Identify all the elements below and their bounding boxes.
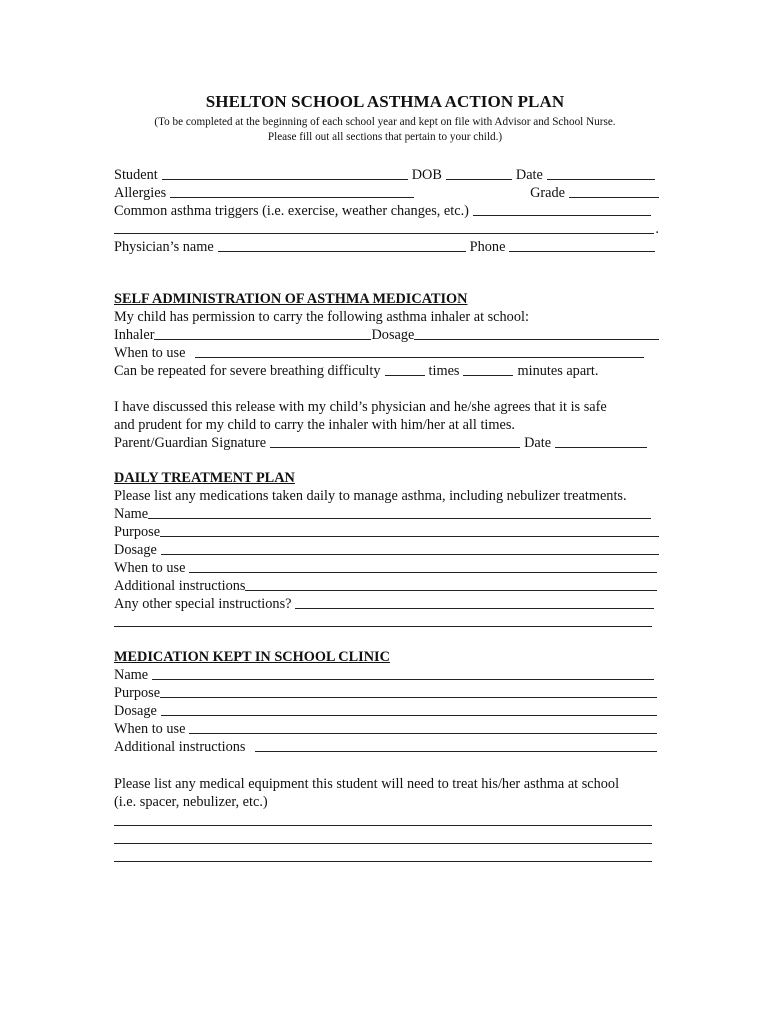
clinic-additional-label: Additional instructions [114,739,246,755]
daily-name-row [114,504,659,522]
inhaler-when-field[interactable] [195,357,644,358]
equipment-field-line-1[interactable] [114,825,652,826]
signature-row [114,433,659,451]
physician-field[interactable] [218,251,466,252]
inhaler-when-label: When to use [114,345,186,361]
inhaler-when-row [114,343,659,361]
daily-dosage-field[interactable] [161,554,659,555]
daily-plan-intro: Please list any medications taken daily to manage asthma, including nebulizer treatments. [114,488,627,504]
date-field[interactable] [547,179,655,180]
inhaler-label: Inhaler [114,327,155,343]
minutes-apart-label: minutes apart. [517,363,599,379]
repeat-minutes-field[interactable] [463,375,513,376]
student-row [114,165,659,183]
daily-name-field[interactable] [148,518,651,519]
daily-purpose-label: Purpose [114,524,161,540]
clinic-name-row [114,665,659,683]
triggers-label: Common asthma triggers (i.e. exercise, weather changes, etc.) [114,203,469,219]
triggers-field[interactable] [473,215,651,216]
clinic-when-row [114,719,659,737]
phone-label: Phone [469,239,506,255]
student-label: Student [114,167,158,183]
phone-field[interactable] [509,251,655,252]
daily-additional-field[interactable] [245,590,657,591]
dob-field[interactable] [446,179,512,180]
dob-label: DOB [411,167,442,183]
clinic-heading: MEDICATION KEPT IN SCHOOL CLINIC [114,649,390,665]
self-admin-heading: SELF ADMINISTRATION OF ASTHMA MEDICATION [114,291,468,307]
daily-when-label: When to use [114,560,186,576]
triggers-row [114,201,659,219]
clinic-dosage-row [114,701,659,719]
subtitle-line-1: (To be completed at the beginning of each school year and kept on file with Advisor and School Nurse. [154,116,616,128]
daily-when-field[interactable] [189,572,657,573]
clinic-purpose-label: Purpose [114,685,161,701]
daily-special-field-continued[interactable] [114,626,652,627]
repeat-label: Can be repeated for severe breathing difficulty [114,363,381,379]
signature-label: Parent/Guardian Signature [114,435,267,451]
clinic-purpose-field[interactable] [160,697,657,698]
equipment-intro-line-2: (i.e. spacer, nebulizer, etc.) [114,794,268,810]
signature-date-field[interactable] [555,447,647,448]
repeat-times-field[interactable] [385,375,425,376]
grade-field[interactable] [569,197,659,198]
physician-release-line-2: and prudent for my child to carry the inhaler with him/her at all times. [114,417,515,433]
physician-row [114,237,659,255]
allergies-field[interactable] [170,197,414,198]
equipment-field-line-2[interactable] [114,843,652,844]
allergies-label: Allergies [114,185,167,201]
student-field[interactable] [162,179,408,180]
triggers-field-continued[interactable] [114,233,654,234]
self-admin-permission: My child has permission to carry the following asthma inhaler at school: [114,309,529,325]
signature-date-label: Date [524,435,552,451]
clinic-dosage-field[interactable] [161,715,657,716]
daily-purpose-row [114,522,659,540]
daily-name-label: Name [114,506,149,522]
daily-special-row [114,594,659,612]
daily-plan-heading: DAILY TREATMENT PLAN [114,470,295,486]
allergies-row [114,183,659,201]
inhaler-row [114,325,659,343]
daily-dosage-label: Dosage [114,542,157,558]
daily-purpose-field[interactable] [160,536,659,537]
clinic-dosage-label: Dosage [114,703,157,719]
inhaler-dosage-field[interactable] [414,339,659,340]
inhaler-field[interactable] [154,339,371,340]
subtitle-line-2: Please fill out all sections that pertain to your child.) [267,131,503,143]
physician-label: Physician’s name [114,239,214,255]
equipment-intro-line-1: Please list any medical equipment this student will need to treat his/her asthma at school [114,776,620,792]
inhaler-dosage-label: Dosage [371,327,415,343]
triggers-continuation-row [114,219,659,237]
daily-special-field[interactable] [295,608,654,609]
date-label: Date [515,167,543,183]
clinic-additional-row [114,737,659,755]
page-title: SHELTON SCHOOL ASTHMA ACTION PLAN [205,92,565,111]
clinic-additional-field[interactable] [255,751,657,752]
daily-when-row [114,558,659,576]
physician-release-line-1: I have discussed this release with my child’s physician and he/she agrees that it is safe [114,399,607,415]
daily-dosage-row [114,540,659,558]
grade-label: Grade [530,185,565,201]
clinic-purpose-row [114,683,659,701]
clinic-when-field[interactable] [189,733,657,734]
clinic-name-label: Name [114,667,149,683]
equipment-field-line-3[interactable] [114,861,652,862]
daily-additional-row [114,576,659,594]
daily-special-label: Any other special instructions? [114,596,292,612]
times-label: times [428,363,460,379]
triggers-period: . [655,221,659,237]
daily-additional-label: Additional instructions [114,578,246,594]
clinic-when-label: When to use [114,721,186,737]
repeat-row [114,361,659,379]
signature-field[interactable] [270,447,520,448]
clinic-name-field[interactable] [152,679,654,680]
